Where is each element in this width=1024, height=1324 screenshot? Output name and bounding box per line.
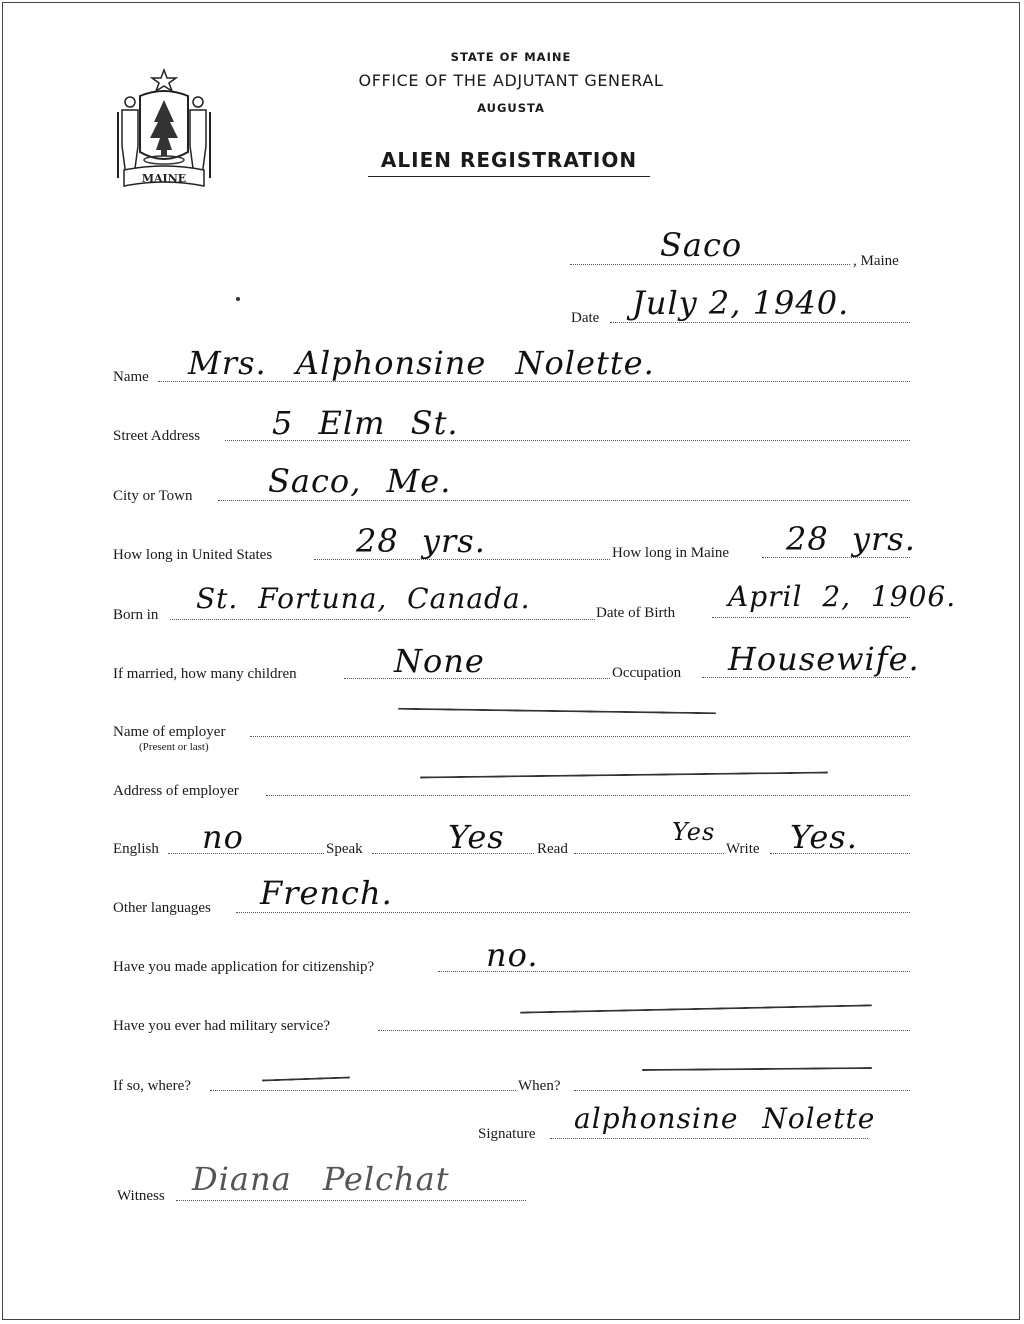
military-label: Have you ever had military service? xyxy=(113,1018,330,1034)
signature-line xyxy=(550,1138,868,1139)
where-line xyxy=(210,1090,516,1091)
city-entry: Saco, Me. xyxy=(268,462,452,500)
when-line xyxy=(574,1090,910,1091)
citizenship-entry: no. xyxy=(486,936,539,974)
witness-line xyxy=(176,1200,526,1201)
street-entry: 5 Elm St. xyxy=(272,404,459,442)
how-long-us-label: How long in United States xyxy=(113,547,273,563)
seal-lettering: MAINE xyxy=(141,172,187,185)
english-entry: no xyxy=(202,818,244,856)
occupation-label: Occupation xyxy=(612,665,682,681)
header-state: STATE OF MAINE xyxy=(450,50,572,64)
signature-entry: alphonsine Nolette xyxy=(574,1102,876,1135)
occupation-entry: Housewife. xyxy=(728,640,920,678)
date-entry: July 2, 1940. xyxy=(632,284,850,322)
employer-address-label: Address of employer xyxy=(113,783,239,799)
when-label: When? xyxy=(518,1078,561,1094)
read-entry: Yes xyxy=(672,818,716,846)
dob-entry: April 2, 1906. xyxy=(728,580,957,613)
maine-label: , Maine xyxy=(853,253,899,269)
header-city: AUGUSTA xyxy=(477,101,545,115)
employer-line xyxy=(250,736,910,737)
born-in-line xyxy=(170,619,595,620)
citizenship-label: Have you made application for citizenship? xyxy=(113,959,375,975)
read-line xyxy=(574,853,724,854)
write-label: Write xyxy=(726,841,760,857)
street-label: Street Address xyxy=(113,428,201,444)
employer-label: Name of employer xyxy=(113,724,226,740)
form-title: ALIEN REGISTRATION xyxy=(368,148,650,177)
write-entry: Yes. xyxy=(790,818,858,856)
speak-entry: Yes xyxy=(448,818,505,856)
name-label: Name xyxy=(113,369,149,385)
military-line xyxy=(378,1030,910,1031)
dob-line xyxy=(712,617,910,618)
born-in-entry: St. Fortuna, Canada. xyxy=(196,582,531,615)
speak-label: Speak xyxy=(326,841,363,857)
employer-sublabel: (Present or last) xyxy=(139,741,209,753)
date-line xyxy=(610,322,910,323)
date-label: Date xyxy=(571,310,600,326)
read-label: Read xyxy=(537,841,568,857)
how-long-maine-entry: 28 yrs. xyxy=(786,520,916,558)
employer-address-line xyxy=(266,795,910,796)
children-label: If married, how many children xyxy=(113,666,297,682)
name-entry: Mrs. Alphonsine Nolette. xyxy=(188,344,655,382)
born-in-label: Born in xyxy=(113,607,159,623)
other-languages-line xyxy=(236,912,910,913)
city-label: City or Town xyxy=(113,488,193,504)
stray-mark xyxy=(236,297,240,301)
city-line xyxy=(218,500,910,501)
how-long-maine-label: How long in Maine xyxy=(612,545,730,561)
children-entry: None xyxy=(394,642,485,680)
town-line xyxy=(570,264,850,265)
how-long-us-entry: 28 yrs. xyxy=(356,522,486,560)
signature-label: Signature xyxy=(478,1126,536,1142)
other-languages-entry: French. xyxy=(260,874,393,912)
header-office: OFFICE OF THE ADJUTANT GENERAL xyxy=(358,71,664,90)
dob-label: Date of Birth xyxy=(596,605,676,621)
english-line xyxy=(168,853,324,854)
other-languages-label: Other languages xyxy=(113,900,211,916)
town-entry: Saco xyxy=(660,226,743,264)
english-label: English xyxy=(113,841,159,857)
witness-label: Witness xyxy=(117,1188,165,1204)
where-label: If so, where? xyxy=(113,1078,191,1094)
witness-entry: Diana Pelchat xyxy=(192,1160,450,1198)
